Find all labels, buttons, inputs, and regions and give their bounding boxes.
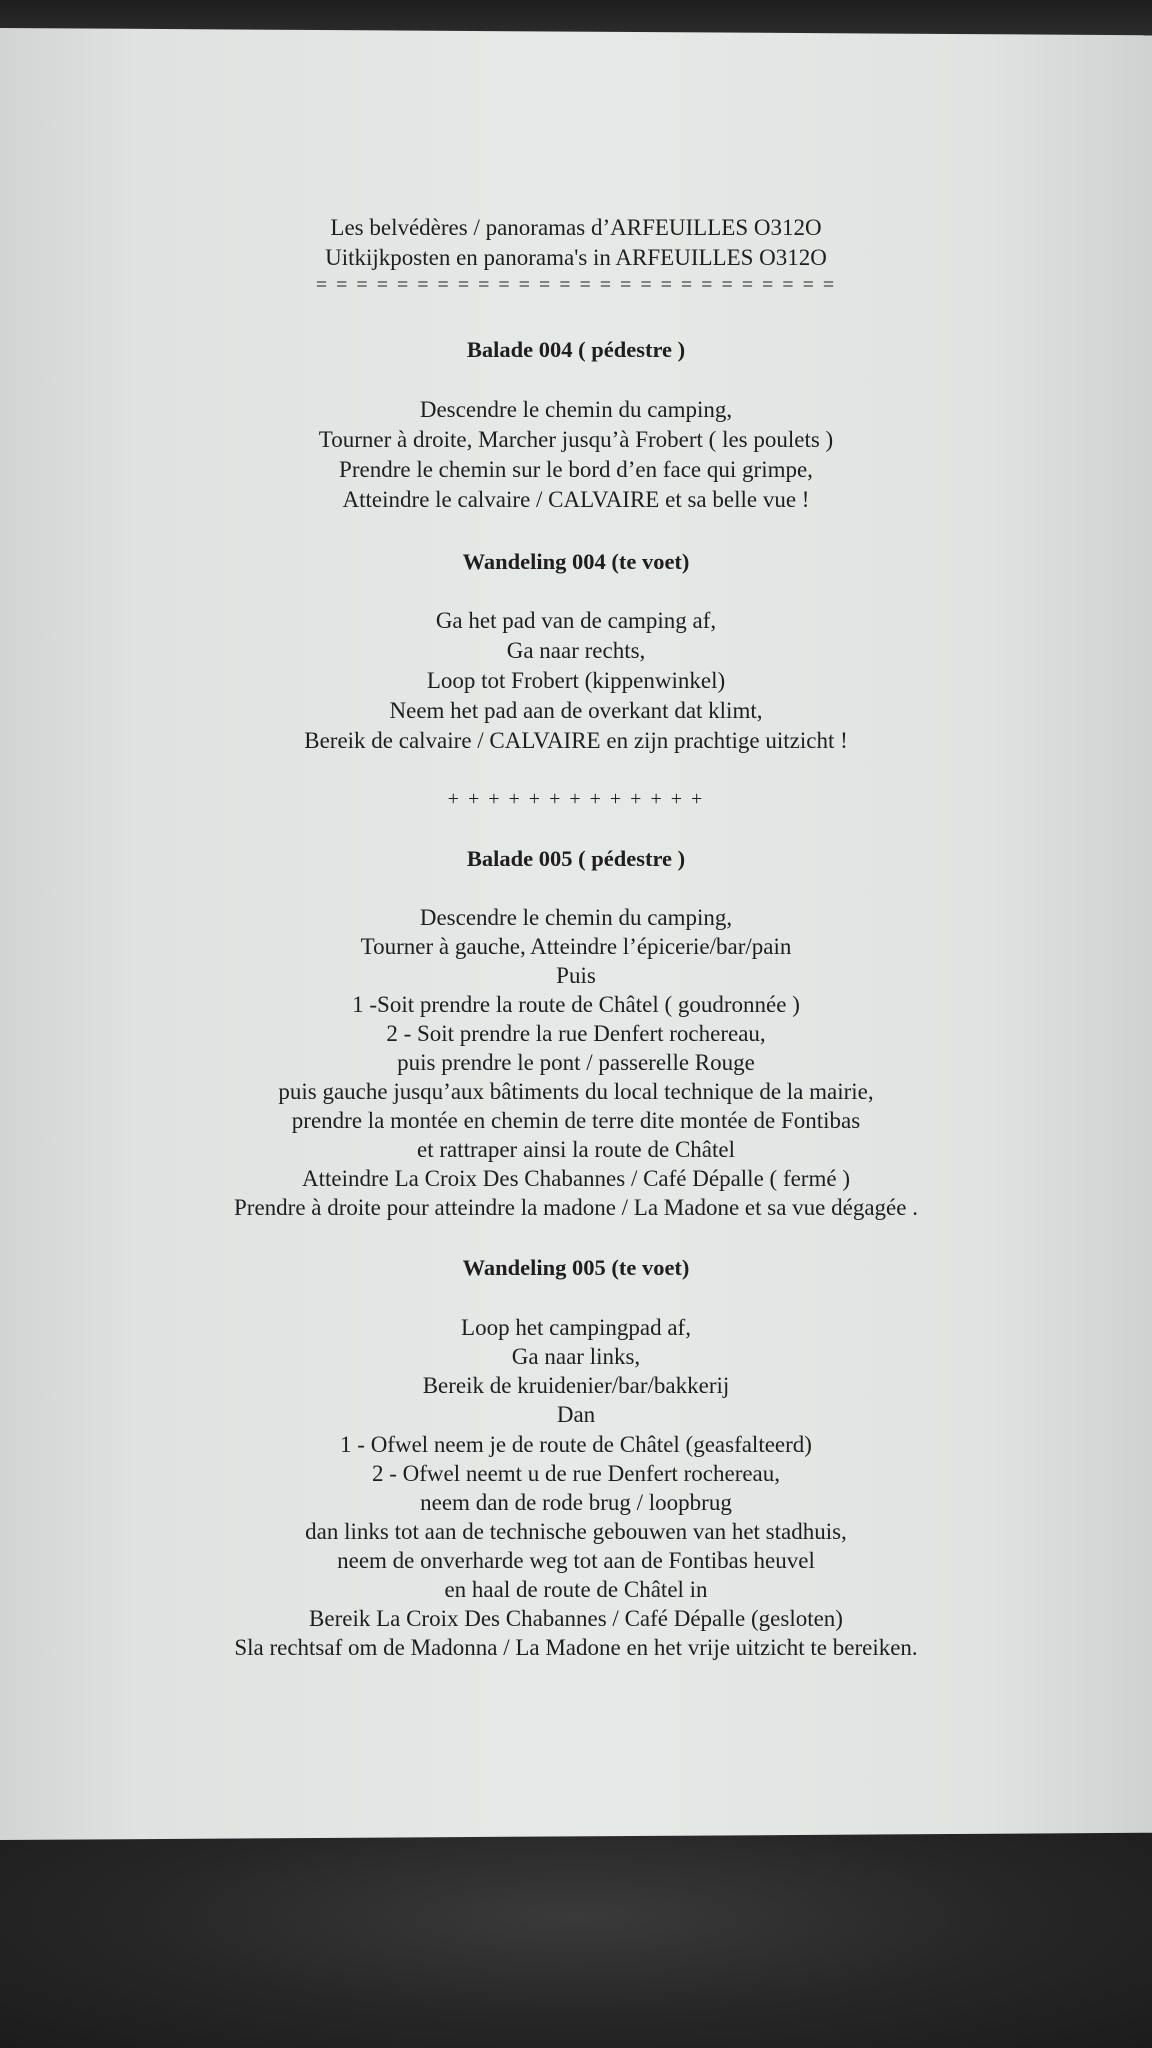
text-line: 2 - Ofwel neemt u de rue Denfert rochereau, — [371, 1461, 781, 1486]
text-line: neem dan de rode brug / loopbrug — [420, 1490, 732, 1515]
text-line: neem de onverharde weg tot aan de Fontibas heuvel — [337, 1548, 815, 1573]
text-line: Atteindre La Croix Des Chabannes / Café Dépalle ( fermé ) — [302, 1166, 850, 1191]
text-line: Ga naar links, — [511, 1344, 641, 1369]
text-line: Loop het campingpad af, — [461, 1315, 691, 1340]
title-dutch: Uitkijkposten en panorama's in ARFEUILLES O312O — [325, 245, 827, 270]
text-line: Bereik de calvaire / CALVAIRE en zijn prachtige uitzicht ! — [304, 728, 848, 753]
section-heading: Wandeling 005 (te voet) — [462, 1255, 690, 1280]
title-french: Les belvédères / panoramas d’ARFEUILLES O312O — [330, 215, 822, 240]
table-surface-bottom — [0, 1830, 1152, 2048]
text-line: et rattraper ainsi la route de Châtel — [416, 1137, 736, 1162]
section-heading: Balade 005 ( pédestre ) — [466, 846, 686, 871]
title-rule: = = = = = = = = = = = = = = = = = = = = = = = = = = — [315, 274, 837, 296]
text-line: dan links tot aan de technische gebouwen van het stadhuis, — [305, 1519, 847, 1544]
text-line: Bereik La Croix Des Chabannes / Café Dépalle (gesloten) — [309, 1606, 843, 1631]
text-line: puis prendre le pont / passerelle Rouge — [397, 1050, 755, 1075]
text-line: Atteindre le calvaire / CALVAIRE et sa belle vue ! — [342, 487, 810, 512]
section-divider: + + + + + + + + + + + + + — [447, 788, 705, 810]
text-line: 1 -Soit prendre la route de Châtel ( goudronnée ) — [352, 992, 800, 1017]
section-heading: Wandeling 004 (te voet) — [462, 549, 690, 574]
text-line: 2 - Soit prendre la rue Denfert rochereau, — [386, 1021, 766, 1046]
text-line: Ga het pad van de camping af, — [435, 608, 717, 633]
section-heading: Balade 004 ( pédestre ) — [466, 337, 686, 362]
text-line: Sla rechtsaf om de Madonna / La Madone en het vrije uitzicht te bereiken. — [234, 1635, 918, 1660]
text-line: Dan — [556, 1402, 596, 1427]
text-line: 1 - Ofwel neem je de route de Châtel (geasfalteerd) — [340, 1432, 812, 1457]
text-line: Descendre le chemin du camping, — [419, 397, 733, 422]
text-line: Descendre le chemin du camping, — [419, 905, 733, 930]
text-line: Ga naar rechts, — [506, 638, 646, 663]
text-line: puis gauche jusqu’aux bâtiments du local technique de la mairie, — [278, 1079, 874, 1104]
text-line: Tourner à droite, Marcher jusqu’à Frobert ( les poulets ) — [318, 427, 834, 452]
text-line: Puis — [556, 963, 596, 988]
text-line: Tourner à gauche, Atteindre l’épicerie/bar/pain — [360, 934, 792, 959]
text-line: Prendre le chemin sur le bord d’en face qui grimpe, — [339, 457, 813, 482]
text-line: Bereik de kruidenier/bar/bakkerij — [422, 1373, 730, 1398]
text-line: Prendre à droite pour atteindre la madone / La Madone et sa vue dégagée . — [234, 1195, 918, 1220]
text-line: Neem het pad aan de overkant dat klimt, — [389, 698, 763, 723]
text-line: en haal de route de Châtel in — [444, 1577, 708, 1602]
text-line: prendre la montée en chemin de terre dite montée de Fontibas — [291, 1108, 861, 1133]
text-line: Loop tot Frobert (kippenwinkel) — [426, 668, 726, 693]
